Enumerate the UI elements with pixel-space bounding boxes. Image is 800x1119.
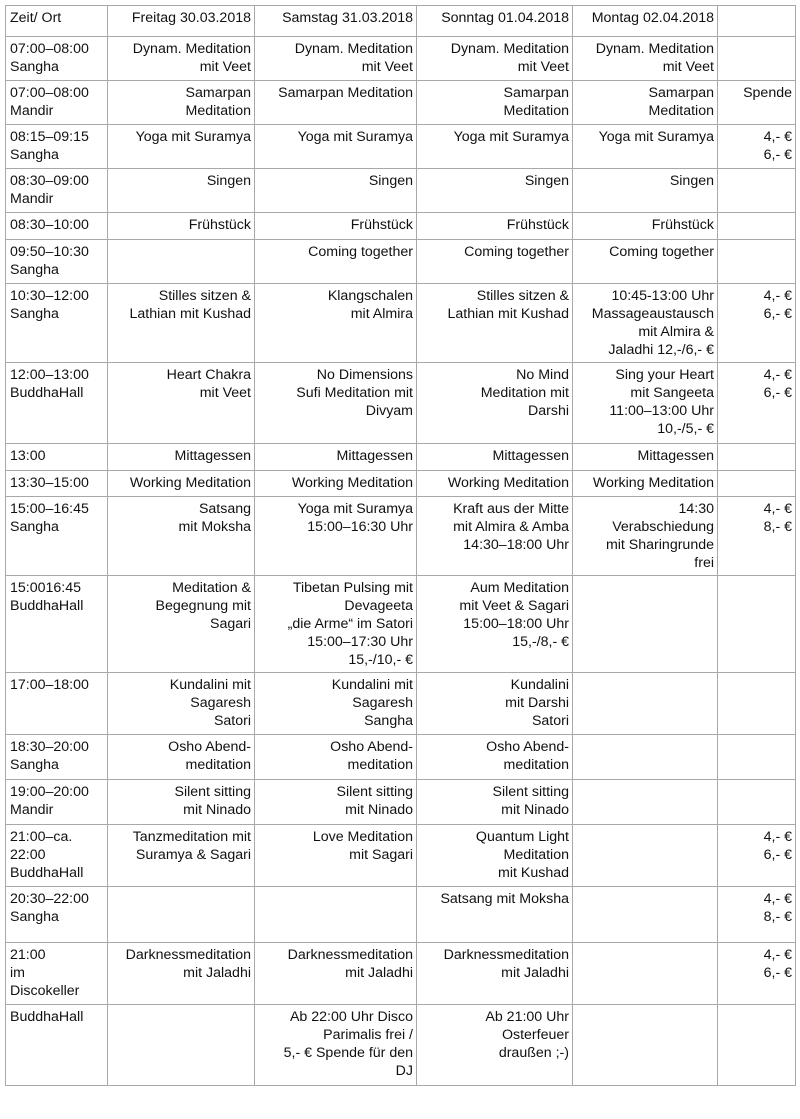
- cell-saturday: Kundalini mit Sagaresh Sangha: [255, 673, 417, 735]
- cell-saturday: No Dimensions Sufi Meditation mit Divyam: [255, 363, 417, 444]
- cell-sunday: Osho Abend- meditation: [417, 735, 573, 780]
- cell-friday: Working Meditation: [108, 471, 255, 497]
- cell-price: 4,- € 6,- €: [718, 363, 796, 444]
- cell-sunday: Singen: [417, 169, 573, 213]
- cell-monday: [573, 887, 718, 943]
- schedule-row: [6, 1005, 796, 1086]
- schedule-row: [6, 471, 796, 497]
- schedule-row: [6, 213, 796, 240]
- cell-time-place: BuddhaHall: [6, 1005, 108, 1086]
- cell-saturday: Osho Abend- meditation: [255, 735, 417, 780]
- schedule-row: [6, 825, 796, 887]
- cell-sunday: No Mind Meditation mit Darshi: [417, 363, 573, 444]
- cell-monday: Samarpan Meditation: [573, 81, 718, 125]
- schedule-row: [6, 240, 796, 284]
- cell-price: [718, 169, 796, 213]
- schedule-body: [6, 6, 796, 1086]
- cell-friday: Meditation & Begegnung mit Sagari: [108, 576, 255, 673]
- cell-monday: 14:30 Verabschiedung mit Sharingrunde frei: [573, 497, 718, 576]
- header-row: [6, 6, 796, 37]
- cell-monday: [573, 1005, 718, 1086]
- cell-saturday: Tibetan Pulsing mit Devageeta „die Arme“ im Satori 15:00–17:30 Uhr 15,-/10,- €: [255, 576, 417, 673]
- cell-price: [718, 444, 796, 471]
- cell-price: [718, 37, 796, 81]
- cell-sunday: Mittagessen: [417, 444, 573, 471]
- cell-time-place: 15:00–16:45 Sangha: [6, 497, 108, 576]
- cell-time-place: 20:30–22:00 Sangha: [6, 887, 108, 943]
- cell-saturday: Yoga mit Suramya: [255, 125, 417, 169]
- cell-time-place: 13:00: [6, 444, 108, 471]
- cell-time-place: 08:30–09:00 Mandir: [6, 169, 108, 213]
- cell-monday: Yoga mit Suramya: [573, 125, 718, 169]
- header-cell-time-place: Zeit/ Ort: [6, 6, 108, 37]
- cell-saturday: Klangschalen mit Almira: [255, 284, 417, 363]
- cell-sunday: Coming together: [417, 240, 573, 284]
- schedule-row: [6, 673, 796, 735]
- cell-monday: Mittagessen: [573, 444, 718, 471]
- schedule-row: [6, 284, 796, 363]
- cell-time-place: 18:30–20:00 Sangha: [6, 735, 108, 780]
- cell-time-place: 15:0016:45 BuddhaHall: [6, 576, 108, 673]
- cell-price: 4,- € 6,- €: [718, 825, 796, 887]
- cell-saturday: Samarpan Meditation: [255, 81, 417, 125]
- schedule-row: [6, 735, 796, 780]
- cell-friday: Stilles sitzen & Lathian mit Kushad: [108, 284, 255, 363]
- cell-friday: Satsang mit Moksha: [108, 497, 255, 576]
- cell-sunday: Aum Meditation mit Veet & Sagari 15:00–18:00 Uhr 15,-/8,- €: [417, 576, 573, 673]
- header-cell-sunday: Sonntag 01.04.2018: [417, 6, 573, 37]
- cell-saturday: Coming together: [255, 240, 417, 284]
- cell-time-place: 09:50–10:30 Sangha: [6, 240, 108, 284]
- cell-price: 4,- € 6,- €: [718, 943, 796, 1005]
- cell-sunday: Darknessmeditation mit Jaladhi: [417, 943, 573, 1005]
- cell-time-place: 17:00–18:00: [6, 673, 108, 735]
- cell-time-place: 12:00–13:00 BuddhaHall: [6, 363, 108, 444]
- cell-friday: Singen: [108, 169, 255, 213]
- cell-price: [718, 240, 796, 284]
- cell-friday: [108, 240, 255, 284]
- schedule-row: [6, 81, 796, 125]
- cell-sunday: Silent sitting mit Ninado: [417, 780, 573, 825]
- cell-saturday: Ab 22:00 Uhr Disco Parimalis frei / 5,- € Spende für den DJ: [255, 1005, 417, 1086]
- schedule-row: [6, 169, 796, 213]
- cell-price: 4,- € 6,- €: [718, 284, 796, 363]
- cell-sunday: Kraft aus der Mitte mit Almira & Amba 14:30–18:00 Uhr: [417, 497, 573, 576]
- cell-friday: [108, 1005, 255, 1086]
- cell-price: [718, 780, 796, 825]
- cell-saturday: Darknessmeditation mit Jaladhi: [255, 943, 417, 1005]
- cell-price: 4,- € 6,- €: [718, 125, 796, 169]
- schedule-row: [6, 363, 796, 444]
- cell-monday: [573, 576, 718, 673]
- cell-monday: [573, 673, 718, 735]
- cell-time-place: 08:15–09:15 Sangha: [6, 125, 108, 169]
- cell-time-place: 21:00 im Discokeller: [6, 943, 108, 1005]
- cell-price: [718, 735, 796, 780]
- cell-price: Spende: [718, 81, 796, 125]
- cell-monday: Sing your Heart mit Sangeeta 11:00–13:00 Uhr 10,-/5,- €: [573, 363, 718, 444]
- schedule-row: [6, 125, 796, 169]
- cell-price: [718, 213, 796, 240]
- cell-monday: [573, 735, 718, 780]
- cell-saturday: Silent sitting mit Ninado: [255, 780, 417, 825]
- cell-sunday: Dynam. Meditation mit Veet: [417, 37, 573, 81]
- cell-sunday: Ab 21:00 Uhr Osterfeuer draußen ;-): [417, 1005, 573, 1086]
- cell-sunday: Satsang mit Moksha: [417, 887, 573, 943]
- cell-sunday: Quantum Light Meditation mit Kushad: [417, 825, 573, 887]
- cell-price: [718, 1005, 796, 1086]
- cell-friday: Darknessmeditation mit Jaladhi: [108, 943, 255, 1005]
- cell-friday: Dynam. Meditation mit Veet: [108, 37, 255, 81]
- cell-time-place: 21:00–ca. 22:00 BuddhaHall: [6, 825, 108, 887]
- cell-friday: Tanzmeditation mit Suramya & Sagari: [108, 825, 255, 887]
- cell-friday: Frühstück: [108, 213, 255, 240]
- cell-friday: Heart Chakra mit Veet: [108, 363, 255, 444]
- cell-time-place: 07:00–08:00 Sangha: [6, 37, 108, 81]
- cell-saturday: Yoga mit Suramya 15:00–16:30 Uhr: [255, 497, 417, 576]
- cell-sunday: Samarpan Meditation: [417, 81, 573, 125]
- schedule-row: [6, 780, 796, 825]
- cell-saturday: Working Meditation: [255, 471, 417, 497]
- cell-time-place: 08:30–10:00: [6, 213, 108, 240]
- schedule-row: [6, 444, 796, 471]
- cell-monday: Frühstück: [573, 213, 718, 240]
- header-cell-friday: Freitag 30.03.2018: [108, 6, 255, 37]
- schedule-row: [6, 576, 796, 673]
- cell-friday: Silent sitting mit Ninado: [108, 780, 255, 825]
- cell-monday: Dynam. Meditation mit Veet: [573, 37, 718, 81]
- cell-price: [718, 673, 796, 735]
- schedule-row: [6, 37, 796, 81]
- cell-saturday: Mittagessen: [255, 444, 417, 471]
- cell-time-place: 19:00–20:00 Mandir: [6, 780, 108, 825]
- cell-sunday: Stilles sitzen & Lathian mit Kushad: [417, 284, 573, 363]
- cell-price: 4,- € 8,- €: [718, 887, 796, 943]
- schedule-row: [6, 943, 796, 1005]
- cell-saturday: Dynam. Meditation mit Veet: [255, 37, 417, 81]
- cell-price: [718, 576, 796, 673]
- cell-monday: [573, 780, 718, 825]
- cell-price: 4,- € 8,- €: [718, 497, 796, 576]
- cell-friday: Yoga mit Suramya: [108, 125, 255, 169]
- cell-sunday: Frühstück: [417, 213, 573, 240]
- cell-monday: 10:45-13:00 Uhr Massageaustausch mit Almira & Jaladhi 12,-/6,- €: [573, 284, 718, 363]
- cell-saturday: Singen: [255, 169, 417, 213]
- cell-sunday: Working Meditation: [417, 471, 573, 497]
- cell-monday: [573, 943, 718, 1005]
- schedule-table: [5, 5, 796, 1086]
- schedule-page: [5, 5, 796, 1086]
- cell-saturday: [255, 887, 417, 943]
- cell-monday: [573, 825, 718, 887]
- cell-friday: [108, 887, 255, 943]
- cell-monday: Coming together: [573, 240, 718, 284]
- cell-monday: Singen: [573, 169, 718, 213]
- cell-friday: Osho Abend- meditation: [108, 735, 255, 780]
- cell-saturday: Frühstück: [255, 213, 417, 240]
- cell-friday: Samarpan Meditation: [108, 81, 255, 125]
- cell-sunday: Kundalini mit Darshi Satori: [417, 673, 573, 735]
- cell-time-place: 10:30–12:00 Sangha: [6, 284, 108, 363]
- header-cell-price: [718, 6, 796, 37]
- header-cell-monday: Montag 02.04.2018: [573, 6, 718, 37]
- cell-friday: Mittagessen: [108, 444, 255, 471]
- schedule-row: [6, 497, 796, 576]
- cell-time-place: 13:30–15:00: [6, 471, 108, 497]
- header-cell-saturday: Samstag 31.03.2018: [255, 6, 417, 37]
- cell-price: [718, 471, 796, 497]
- schedule-row: [6, 887, 796, 943]
- cell-friday: Kundalini mit Sagaresh Satori: [108, 673, 255, 735]
- cell-monday: Working Meditation: [573, 471, 718, 497]
- cell-time-place: 07:00–08:00 Mandir: [6, 81, 108, 125]
- cell-saturday: Love Meditation mit Sagari: [255, 825, 417, 887]
- cell-sunday: Yoga mit Suramya: [417, 125, 573, 169]
